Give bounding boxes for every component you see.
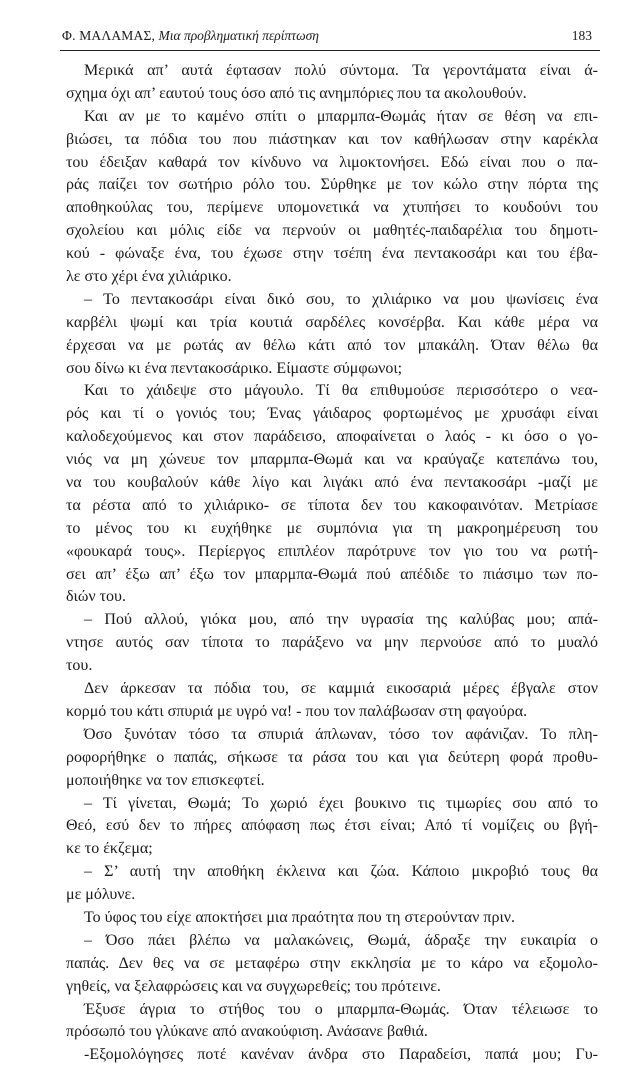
running-header xyxy=(60,22,600,51)
text-line: ρός και τί ο γονιός του; Ένας γάιδαρος φορτωμένος με χρυσάφι είναι xyxy=(66,405,598,423)
text-line: ράς παίζει τον σωτήριο ρόλο του. Σύρθηκε με τον κώλο στην πόρτα της xyxy=(66,176,598,194)
text-line: νιός να μη χώνευε τον μπαρμπα-Θωμά και να κραύγαζε κατεπάνω του, xyxy=(66,451,598,469)
text-line: Το ύφος του είχε αποκτήσει μια πραότητα που τη στερούνταν πριν. xyxy=(84,908,516,926)
text-line: πρόσωπό του γλύκανε από ανακούφιση. Ανάσανε βαθιά. xyxy=(66,1023,428,1041)
text-line: κορμό του κάτι σπυριά με υγρό να! - που τον παλάβωσαν στη φαγούρα. xyxy=(66,702,528,720)
text-line: – Όσο πάει βλέπω να μαλακώνεις, Θωμά, άδραξε την ευκαιρία ο xyxy=(84,931,598,949)
body-text xyxy=(66,60,598,1067)
text-line: βιώσει, τα πόδια του που πιάστηκαν και τον καθήλωσαν στην καρέκλα xyxy=(66,130,598,148)
text-line: παπάς. Δεν θες να σε μεταφέρω στην εκκλησία με το κάρο να εξομολο- xyxy=(66,954,598,972)
header-left xyxy=(62,28,319,44)
text-line: – Το πεντακοσάρι είναι δικό σου, το χιλιάρικο να μου ψωνίσεις ένα xyxy=(84,290,598,308)
text-line: να του κουβαλούν κάθε λίγο και λιγάκι από ένα πεντακοσάρι -μαζί με xyxy=(66,474,598,492)
text-line: διών του. xyxy=(66,588,126,606)
text-line: – Τί γίνεται, Θωμά; Το χωριό έχει βουκινο τις τιμωρίες σου από το xyxy=(84,794,598,812)
page-number: 183 xyxy=(571,28,592,43)
text-line: του έδειξαν καθαρά τον κίνδυνο να λιμοκτονήσει. Εδώ είναι που ο πα- xyxy=(66,153,598,171)
header-author: Φ. ΜΑΛΑΜΑΣ, xyxy=(62,28,156,43)
text-line: – Σ’ αυτή την αποθήκη έκλεινα και ζώα. Κάποιο μικροβιό τους θα xyxy=(84,863,598,881)
text-line: «φουκαρά τους». Περίεργος επιπλέον παρότρυνε τον γιο του να ρωτή- xyxy=(66,542,598,560)
text-line: αποθηκούλας του, περίμενε υπομονετικά να χτυπήσει το κουδούνι του xyxy=(66,199,598,217)
text-line: σχημα όχι απ’ εαυτού τους όσο από τις ανημπόριες που τα ακολουθούν. xyxy=(66,84,527,102)
text-line: του. xyxy=(66,657,93,675)
text-line: σει απ’ έξω απ’ έξω τον μπαρμπα-Θωμά πού απέδιδε το πιάσιμο των πο- xyxy=(66,565,598,583)
text-line: Όσο ξυνόταν τόσο τα σπυριά άπλωναν, τόσο τον αφάνιζαν. Το πλη- xyxy=(84,725,598,743)
text-line: Και αν με το καμένο σπίτι ο μπαρμπα-Θωμάς ήταν σε θέση να επι- xyxy=(84,107,598,125)
text-line: Θεό, εσύ δεν το πήρες απόφαση πως έτσι είναι; Από τί νομίζεις ου βγή- xyxy=(66,817,598,835)
text-line: – Πού αλλού, γιόκα μου, από την υγρασία της καλύβας μου; απά- xyxy=(84,611,598,629)
text-line: λε στο χέρι ένα χιλιάρικο. xyxy=(66,268,232,286)
text-line: -Εξομολόγησες ποτέ κανέναν άνδρα στο Παραδείσι, παπά μου; Γυ- xyxy=(84,1046,598,1064)
text-line: καλοδεχούμενος και στον παράδεισο, αποφαίνεται ο λαός - κι όσο ο γο- xyxy=(66,428,598,446)
text-line: Και το χάιδεψε στο μάγουλο. Τί θα επιθυμούσε περισσότερο ο νεα- xyxy=(84,382,598,400)
text-line: σου δίνω κι ένα πεντακοσάρικο. Είμαστε σύμφωνοι; xyxy=(66,359,403,377)
text-line: Δεν άρκεσαν τα πόδια του, σε καμμιά εικοσαριά μέρες έβγαλε στον xyxy=(84,680,598,698)
text-line: γηθείς, να ξελαφρώσεις και να συγχωρεθείς; του πρότεινε. xyxy=(66,977,441,995)
text-line: ντησε αυτός σαν τίποτα το παράξενο να μην περνούσε από το μυαλό xyxy=(66,634,598,652)
text-line: Μερικά απ’ αυτά έφτασαν πολύ σύντομα. Τα γεροντάματα είναι ά- xyxy=(84,62,598,79)
text-line: με μόλυνε. xyxy=(66,886,136,904)
text-line: τα ρέστα από το χιλιάρικο- σε τίποτα δεν του κακοφαινόταν. Μετρίασε xyxy=(66,496,598,514)
text-line: το μένος του κι ευχήθηκε με συμπόνια για τη μακροημέρευση του xyxy=(66,519,598,537)
text-line: κε το έκζεμα; xyxy=(66,840,153,858)
header-book-title: Μια προβληματική περίπτωση xyxy=(158,28,319,43)
text-line: ροφορήθηκε ο παπάς, σήκωσε τα ράσα του και για δεύτερη φορά προθυ- xyxy=(66,748,598,766)
text-line: Έξυσε άγρια το στήθος του ο μπαρμπα-Θωμάς. Όταν τέλειωσε το xyxy=(84,1000,598,1018)
text-line: έρχεσαι να με ρωτάς αν θέλω κάτι από τον μπακάλη. Όταν θέλω θα xyxy=(66,336,598,354)
text-line: καρβέλι ψωμί και τρία κουτιά σαρδέλες κονσέρβα. Και κάθε μέρα να xyxy=(66,313,598,331)
text-line: σχολείου και μόλις είδε να περνούν οι μαθητές-παιδαρέλια του δημοτι- xyxy=(66,222,598,240)
text-line: μοποιήθηκε να τον επισκεφτεί. xyxy=(66,771,265,789)
text-line: κού - φώναξε ένα, του έχωσε στην τσέπη ένα πεντακοσάρι και του έβα- xyxy=(66,245,598,263)
